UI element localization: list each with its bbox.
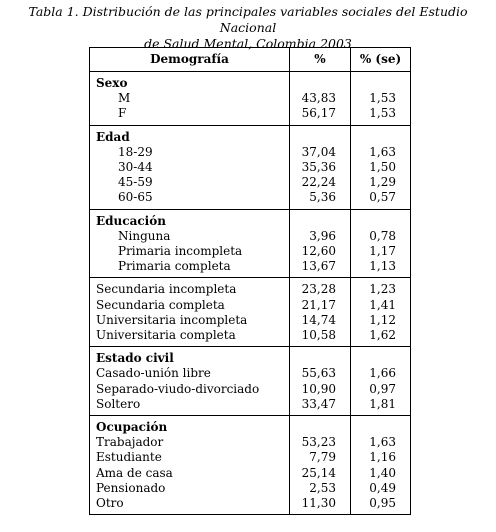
table-row [90,313,411,328]
row-percent-se: 1,63 [351,435,411,450]
row-percent: 13,67 [290,259,351,278]
table-row [90,229,411,244]
row-label: 60-65 [90,190,290,209]
row-label: F [90,106,290,125]
row-percent: 33,47 [290,397,351,416]
row-label: Ninguna [90,229,290,244]
table-row [90,298,411,313]
row-percent-se: 0,49 [351,481,411,496]
row-percent-se: 1,81 [351,397,411,416]
table-row [90,450,411,465]
empty-cell [290,347,351,367]
group-header-row [90,347,411,367]
row-percent: 5,36 [290,190,351,209]
table-row [90,481,411,496]
row-label: 30-44 [90,160,290,175]
row-percent: 22,24 [290,175,351,190]
row-percent: 35,36 [290,160,351,175]
table-row [90,244,411,259]
table-row [90,259,411,278]
row-percent-se: 1,12 [351,313,411,328]
row-label: Primaria completa [90,259,290,278]
caption-line-1: Tabla 1. Distribución de las principales variables sociales del Estudio Nacional [28,4,468,35]
row-percent: 43,83 [290,91,351,106]
row-label: Ama de casa [90,466,290,481]
group-title: Ocupación [90,416,290,436]
group-title: Edad [90,125,290,145]
row-label: Otro [90,496,290,515]
row-percent: 21,17 [290,298,351,313]
row-percent-se: 0,97 [351,382,411,397]
empty-cell [351,416,411,436]
row-label: Trabajador [90,435,290,450]
row-label: Universitaria incompleta [90,313,290,328]
table-row [90,91,411,106]
row-percent: 55,63 [290,366,351,381]
row-percent: 53,23 [290,435,351,450]
header-demografia: Demografía [90,48,290,72]
row-percent-se: 0,95 [351,496,411,515]
row-label: Pensionado [90,481,290,496]
empty-cell [351,125,411,145]
empty-cell [290,72,351,92]
row-percent: 3,96 [290,229,351,244]
row-percent-se: 0,57 [351,190,411,209]
group-title: Educación [90,209,290,229]
table-row [90,328,411,347]
empty-cell [351,347,411,367]
table-row [90,397,411,416]
row-percent-se: 1,17 [351,244,411,259]
table-header [90,48,411,72]
row-percent-se: 1,53 [351,91,411,106]
row-percent: 23,28 [290,278,351,298]
group-header-row [90,72,411,92]
row-label: Universitaria completa [90,328,290,347]
row-percent-se: 1,62 [351,328,411,347]
table-body [90,72,411,515]
empty-cell [351,72,411,92]
row-percent: 25,14 [290,466,351,481]
row-label: M [90,91,290,106]
row-percent: 56,17 [290,106,351,125]
row-percent: 2,53 [290,481,351,496]
row-label: Soltero [90,397,290,416]
table-row [90,160,411,175]
row-percent: 37,04 [290,145,351,160]
row-label: Estudiante [90,450,290,465]
row-label: Primaria incompleta [90,244,290,259]
group-header-row [90,209,411,229]
row-percent-se: 0,78 [351,229,411,244]
group-header-row [90,125,411,145]
demographics-table [89,47,411,515]
row-label: Casado-unión libre [90,366,290,381]
row-label: Separado-viudo-divorciado [90,382,290,397]
table-row [90,278,411,298]
row-percent-se: 1,23 [351,278,411,298]
row-percent: 11,30 [290,496,351,515]
table-row [90,466,411,481]
group-title: Estado civil [90,347,290,367]
row-label: 18-29 [90,145,290,160]
row-label: 45-59 [90,175,290,190]
row-percent: 10,58 [290,328,351,347]
row-percent: 12,60 [290,244,351,259]
table-row [90,366,411,381]
row-percent: 14,74 [290,313,351,328]
row-percent-se: 1,16 [351,450,411,465]
row-percent-se: 1,41 [351,298,411,313]
row-percent-se: 1,40 [351,466,411,481]
empty-cell [290,209,351,229]
group-title: Sexo [90,72,290,92]
table-row [90,175,411,190]
table-row [90,496,411,515]
header-percent: % [290,48,351,72]
empty-cell [351,209,411,229]
row-percent: 10,90 [290,382,351,397]
row-label: Secundaria completa [90,298,290,313]
table-caption [0,4,496,52]
caption-line-2: de Salud Mental, Colombia 2003 [144,36,352,51]
row-percent-se: 1,53 [351,106,411,125]
empty-cell [290,125,351,145]
table-row [90,190,411,209]
table-row [90,435,411,450]
header-percent-se: % (se) [351,48,411,72]
group-header-row [90,416,411,436]
row-percent-se: 1,13 [351,259,411,278]
row-percent-se: 1,63 [351,145,411,160]
row-percent: 7,79 [290,450,351,465]
row-percent-se: 1,29 [351,175,411,190]
table-row [90,106,411,125]
table-row [90,145,411,160]
row-percent-se: 1,66 [351,366,411,381]
table-row [90,382,411,397]
empty-cell [290,416,351,436]
row-percent-se: 1,50 [351,160,411,175]
row-label: Secundaria incompleta [90,278,290,298]
